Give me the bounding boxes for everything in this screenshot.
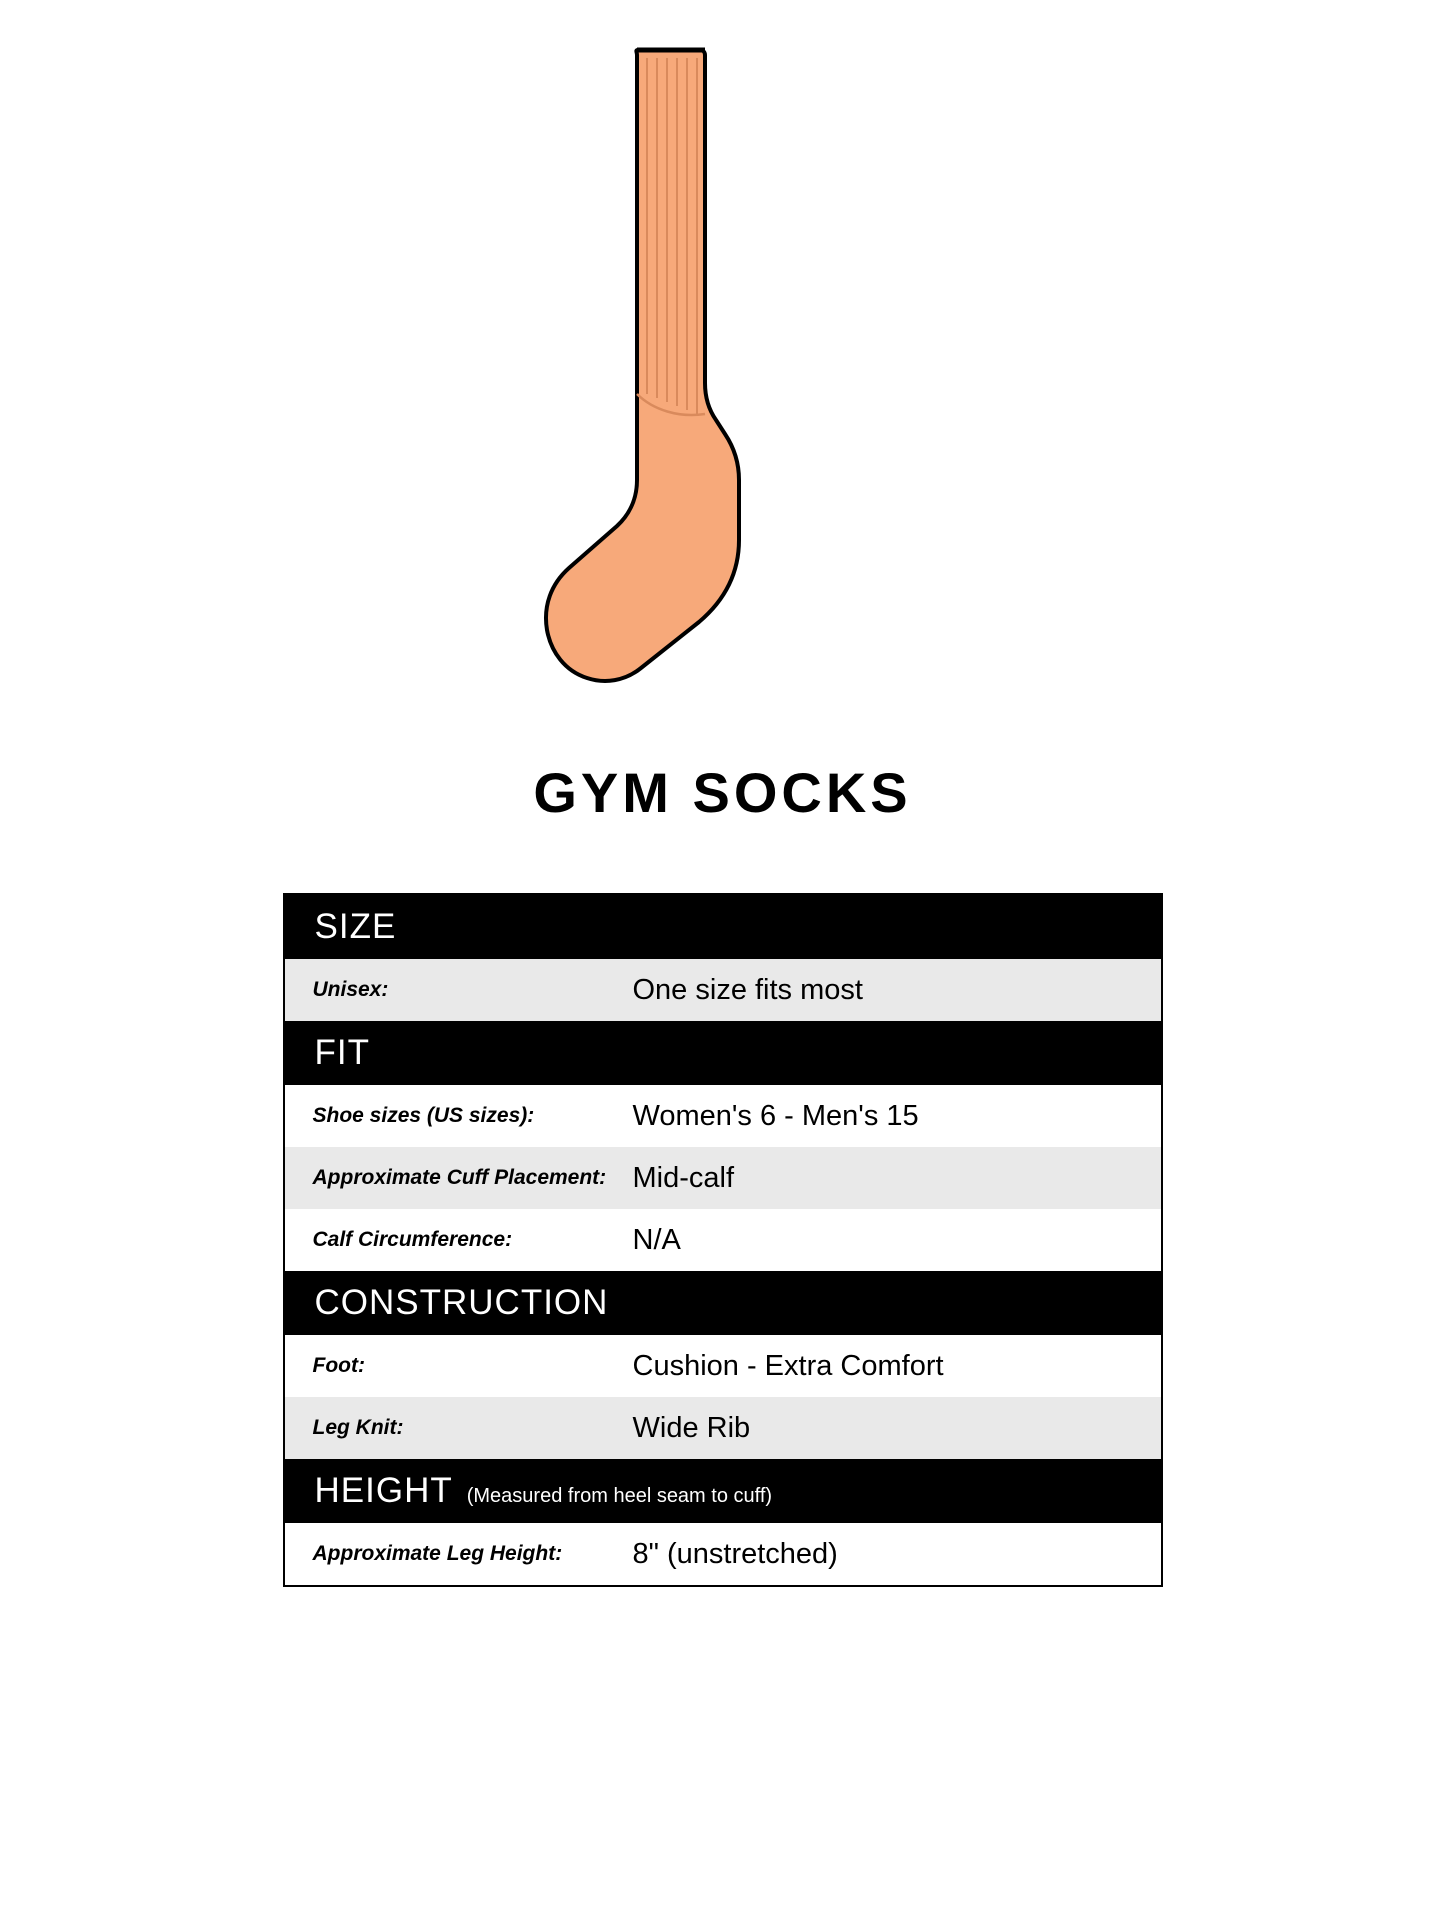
page-title: GYM SOCKS xyxy=(533,761,912,824)
table-row xyxy=(285,1209,1161,1271)
table-row xyxy=(285,1085,1161,1147)
row-label: Foot: xyxy=(312,1354,365,1377)
section-title: HEIGHT xyxy=(314,1471,453,1510)
table-row xyxy=(285,1147,1161,1209)
row-label: Unisex: xyxy=(312,978,389,1001)
product-illustration xyxy=(0,0,1445,700)
table-row xyxy=(285,1523,1161,1585)
row-label: Approximate Cuff Placement: xyxy=(312,1166,607,1189)
table-row xyxy=(285,959,1161,1021)
table-row xyxy=(285,1397,1161,1459)
row-value: Cushion - Extra Comfort xyxy=(632,1349,944,1382)
row-value: 8" (unstretched) xyxy=(632,1537,838,1570)
row-value: Wide Rib xyxy=(632,1411,751,1444)
row-label: Calf Circumference: xyxy=(312,1228,513,1251)
section-header-fit xyxy=(285,1021,1161,1085)
spec-table xyxy=(283,893,1163,1587)
table-row xyxy=(285,1335,1161,1397)
section-header-height xyxy=(285,1459,1161,1523)
section-header-size xyxy=(285,895,1161,959)
section-header-construction xyxy=(285,1271,1161,1335)
row-value: Women's 6 - Men's 15 xyxy=(632,1099,919,1132)
row-value: Mid-calf xyxy=(632,1161,735,1194)
row-value: N/A xyxy=(632,1223,681,1256)
gym-sock-icon xyxy=(513,28,933,688)
section-title: SIZE xyxy=(314,907,397,946)
row-label: Leg Knit: xyxy=(312,1416,404,1439)
row-label: Approximate Leg Height: xyxy=(312,1542,563,1565)
row-value: One size fits most xyxy=(632,973,863,1006)
section-title: CONSTRUCTION xyxy=(314,1283,609,1322)
row-label: Shoe sizes (US sizes): xyxy=(312,1104,535,1127)
section-title: FIT xyxy=(314,1033,370,1072)
section-note: (Measured from heel seam to cuff) xyxy=(466,1485,773,1507)
